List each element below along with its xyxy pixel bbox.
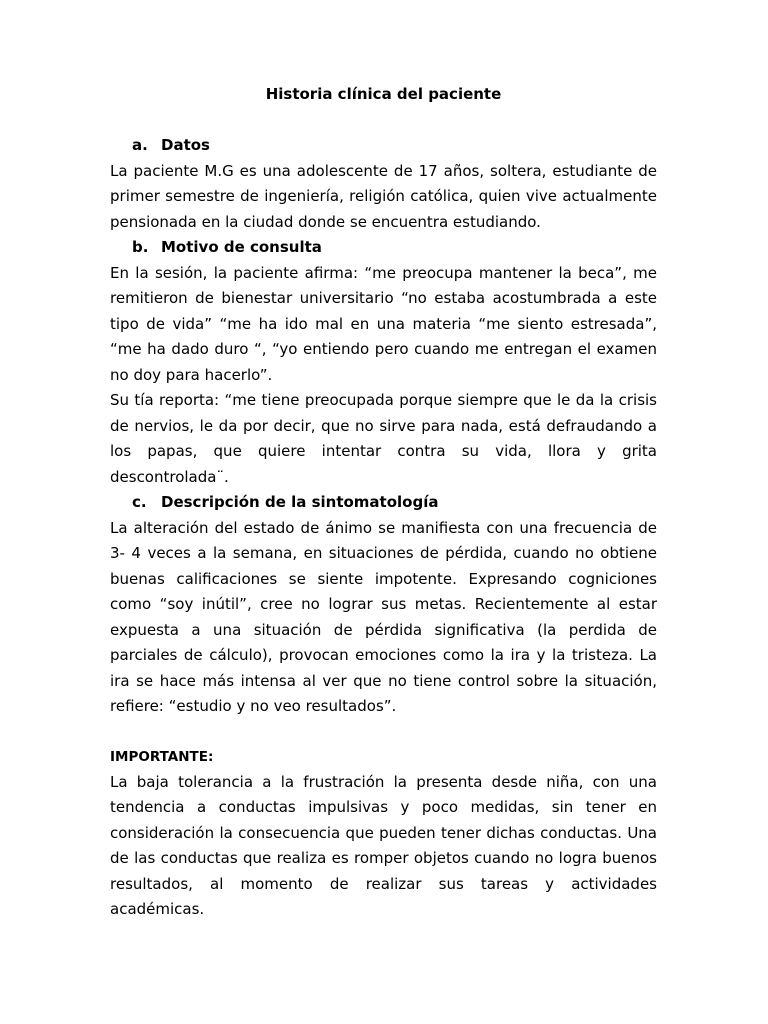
important-paragraph: La baja tolerancia a la frustración la presenta desde niña, con una tendencia a conductas impulsivas y poco medidas, sin tener en consideración la consecuencia que pueden tener dichas conductas. Una de las conductas que realiza es romper objetos cuando no logra buenos resultados, al momento de realizar sus tareas y actividades académicas. — [110, 772, 657, 918]
section-heading-motivo — [110, 235, 657, 261]
section-letter: b. — [132, 238, 149, 256]
section-letter: a. — [132, 136, 148, 154]
section-motivo-de-consulta — [110, 235, 657, 490]
section-paragraph: La alteración del estado de ánimo se manifiesta con una frecuencia de 3- 4 veces a la semana, en situaciones de pérdida, cuando no obtiene buenas calificaciones se siente impotente. Expresando cogniciones como “soy inútil”, cree no lograr sus metas. Recientemente al estar expuesta a una situación de pérdida significativa (la perdida de parciales de cálculo), provocan emociones como la ira y la tristeza. La ira se hace más intensa al ver que no tiene control sobre la situación, refiere: “estudio y no veo resultados”. — [110, 518, 657, 715]
important-block — [110, 745, 657, 923]
section-sintomatologia — [110, 490, 657, 720]
section-datos — [110, 133, 657, 235]
important-label: IMPORTANTE: — [110, 748, 214, 765]
section-paragraph: Su tía reporta: “me tiene preocupada porque siempre que le da la crisis de nervios, le da por decir, que no sirve para nada, está defraudando a los papas, que quiere intentar contra su vida, llora y grita descontrolada¨. — [110, 391, 657, 486]
document-page — [110, 82, 657, 923]
section-heading-sintomatologia — [110, 490, 657, 516]
section-letter: c. — [132, 493, 147, 511]
document-title: Historia clínica del paciente — [265, 85, 502, 103]
section-heading-datos — [110, 133, 657, 159]
section-heading-text: Descripción de la sintomatología — [161, 493, 439, 511]
section-heading-text: Motivo de consulta — [161, 238, 322, 256]
section-paragraph: En la sesión, la paciente afirma: “me preocupa mantener la beca”, me remitieron de bienestar universitario “no estaba acostumbrada a este tipo de vida” “me ha ido mal en una materia “me siento estresada”, “me ha dado duro “, “yo entiendo pero cuando me entregan el examen no doy para hacerlo”. — [110, 263, 657, 384]
section-paragraph: La paciente M.G es una adolescente de 17 años, soltera, estudiante de primer semestre de ingeniería, religión católica, quien vive actualmente pensionada en la ciudad donde se encuentra estudiando. — [110, 161, 657, 231]
spacer — [110, 720, 657, 745]
section-heading-text: Datos — [161, 136, 210, 154]
